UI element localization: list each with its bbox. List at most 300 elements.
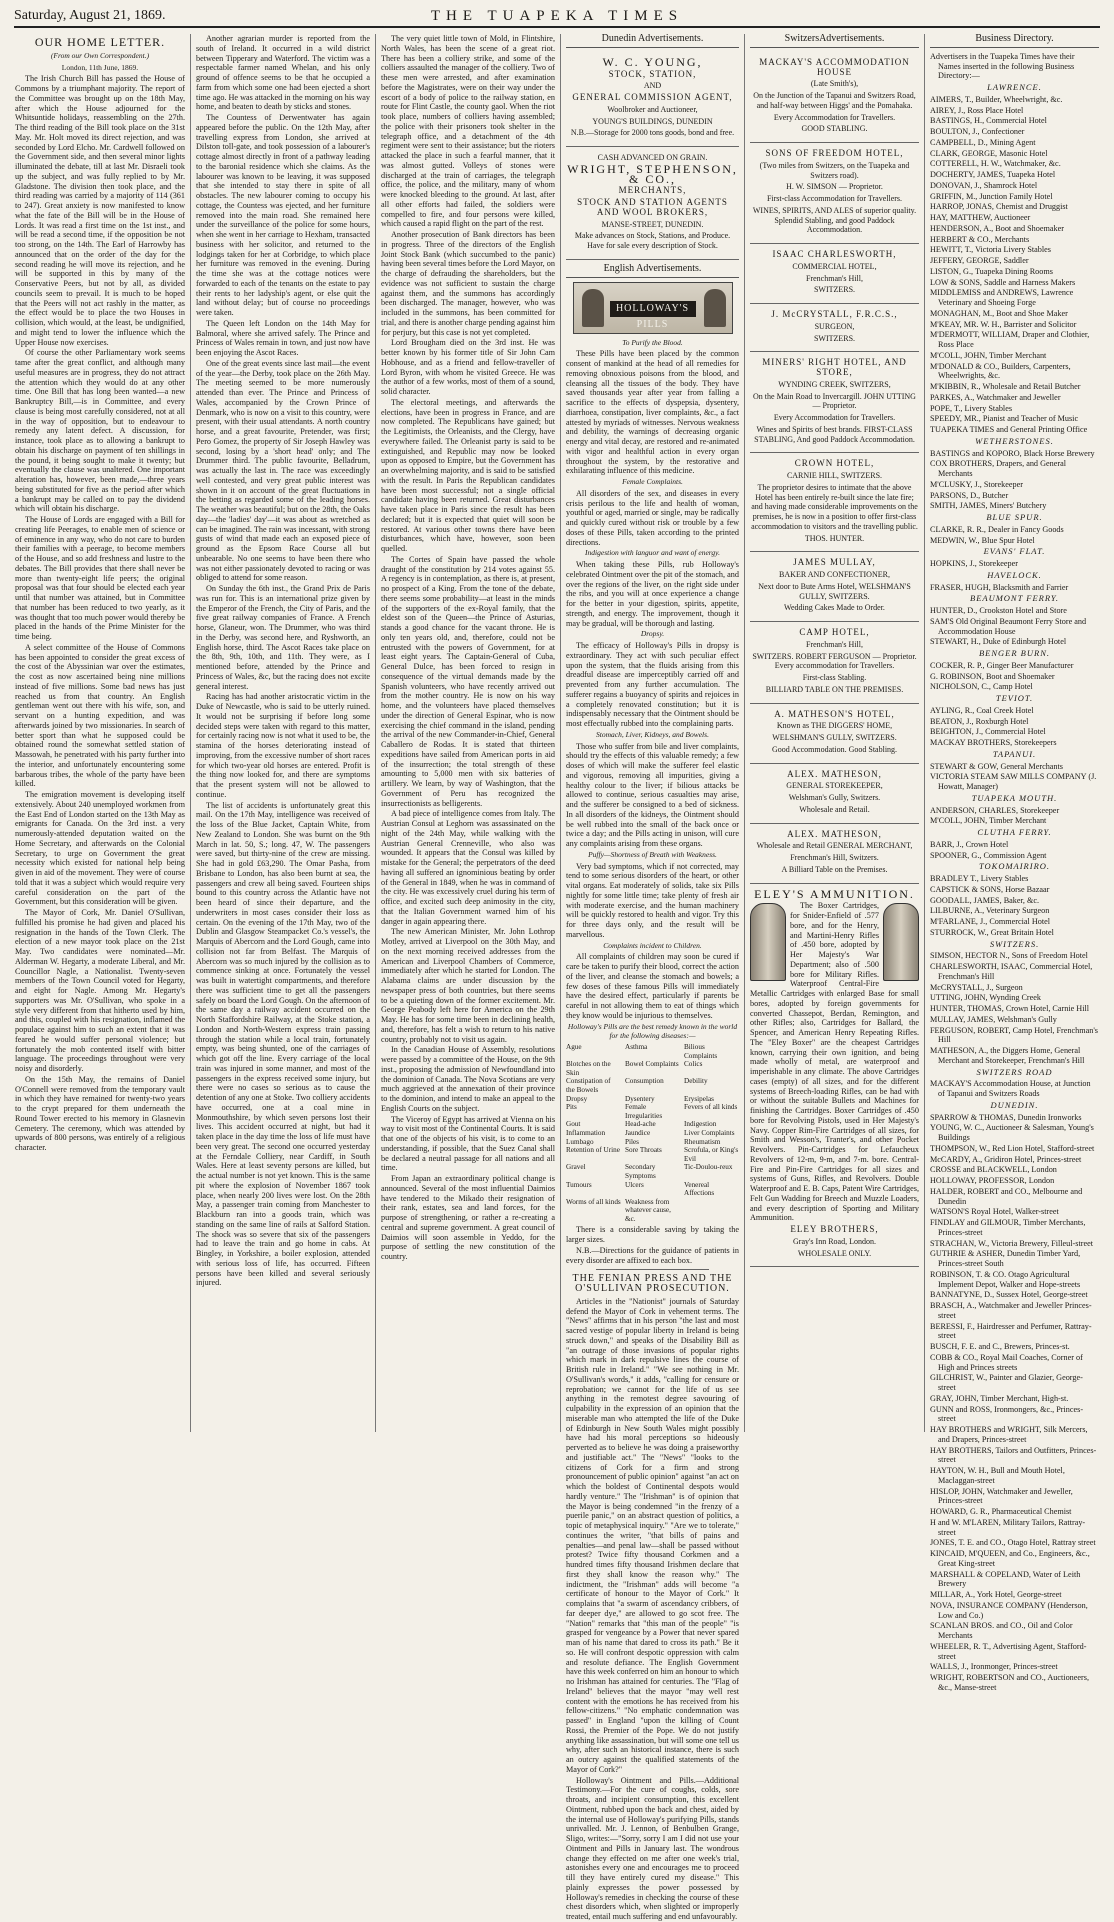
- directory-entry: STURROCK, W., Great Britain Hotel: [930, 927, 1054, 937]
- directory-town: DUNEDIN.: [990, 1099, 1039, 1110]
- directory-entry: M'KEAY, MR. W. H., Barrister and Solicitor: [930, 319, 1077, 329]
- ad-text: On the Main Road to Invercargill. JOHN UTTING — Proprietor.: [753, 391, 916, 411]
- disease-item: Female Irregularities: [625, 1103, 663, 1120]
- directory-entry: STRACHAN, W., Victoria Brewery, Filleul-street: [930, 1238, 1094, 1248]
- ad-sub: GENERAL STOREKEEPER,: [786, 781, 883, 791]
- directory-entry: HAY BROTHERS and WRIGHT, Silk Mercers, and Drapers, Princes-street: [930, 1425, 1088, 1444]
- letter-paragraph: The Queen left London on the 14th May for Balmoral, where she arrived safely. The Prince and Princess of Wales remain in town, and just now have been enjoying the Ascot Races.: [196, 318, 370, 357]
- directory-entry: SIMSON, HECTOR N., Sons of Freedom Hotel: [930, 951, 1088, 961]
- directory-entry: MULLAY, JAMES, Welshman's Gully: [930, 1014, 1057, 1024]
- disease-item: Ague: [566, 1043, 582, 1051]
- disease-item: Bilious Complaints: [684, 1043, 718, 1060]
- pills-text: These Pills have been placed by the common consent of mankind at the head of all remedies for removing obnoxious poisons from the blood, and cleansing all the tissues of the body. They have saved thousands year after year from falling a sacrifice to the effects of dyspepsia, dysentery, diarrhoea, constipation, liver complaints, &c., a fact attested by myriads of witnesses. Nervous weakness and debility, the warnings of decreasing organic energy and vital decay, are restored and re-animated with vigor and healthful action in every organ throughout the system, by the restorative and exhilarating influence of this medicine.: [566, 349, 739, 476]
- ad-name: JAMES MULLAY,: [793, 557, 876, 568]
- directory-entry: WRIGHT, ROBERTSON and CO., Auctioneers, &c., Manse-street: [930, 1673, 1089, 1692]
- directory-town: SWITZERS ROAD: [976, 1066, 1053, 1077]
- pills-subtitle: To Purify the Blood.: [622, 337, 683, 347]
- switzers-advert: [750, 764, 919, 824]
- directory-entry: TUAPEKA TIMES and General Printing Office: [930, 425, 1088, 434]
- directory-entry: G. ROBINSON, Boot and Shoemaker: [930, 671, 1055, 681]
- directory-entry: GOODALL, JAMES, Baker, &c.: [930, 895, 1040, 905]
- ad-extra: Wines and Spirits of best brands. FIRST-CLASS STABLING, And good Paddock Accommodation.: [754, 424, 915, 444]
- ad-text: The proprietor desires to intimate that the above Hotel has been entirely re-built since the late fire; and having made considerable improvements on the premises, he is now in a position to offer first-class accommodation to visitors and the travelling public.: [751, 482, 918, 531]
- directory-entry: STEWART, H., Duke of Edinburgh Hotel: [930, 637, 1067, 647]
- ad-name: A. MATHESON'S HOTEL,: [774, 708, 895, 719]
- disease-item: Liver Complaints: [684, 1128, 735, 1137]
- directory-entry: AIREY, J., Ross Place Hotel: [930, 105, 1024, 115]
- directory-entry: HOWARD, G. R., Pharmaceutical Chemist: [930, 1507, 1072, 1516]
- directory-entry: BERESSI, F., Hairdresser and Perfumer, Rattray-street: [930, 1321, 1092, 1341]
- directory-entry: KINCAID, M'QUEEN, and Co., Engineers, &c., Great King-street: [930, 1549, 1090, 1568]
- letter-paragraph: On Sunday the 6th inst., the Grand Prix de Paris was run for. This is an international prize given by the Emperor of the French, the City of Paris, and the five great railway companies of France. A French horse, Glaneur, won. The Drummer, who was third in the Derby, was second here, and Ryshworth, an English horse, third. The Ascot Races take place on the 8th, 9th, 10th, and 11th. They were, as I mentioned before, attended by the Prince and Princess of Wales, &c, but the racing does not excite general interest.: [196, 584, 370, 691]
- disease-item: Head-ache: [625, 1120, 656, 1129]
- ad-line: STOCK AND STATION AGENTS AND WOOL BROKERS,: [577, 197, 728, 217]
- column-4: [560, 33, 744, 1922]
- ad-line: CASH ADVANCED ON GRAIN.: [597, 153, 708, 162]
- directory-entry: COTTERELL, H. W., Watchmaker, &c.: [930, 159, 1061, 169]
- letter-paragraph: Racing has had another aristocratic victim in the Duke of Newcastle, who is said to be utterly ruined. It would not be surprising if before long some decided steps were taken with regard to this matter, for certainly racing now is not what it used to be, the stamina of the horses deteriorating instead of improving, from the excessive number of short races for which two-year old horses are entered. Profit is the thing now looked for, and there are symptoms that the present system will not be allowed to continue.: [196, 692, 370, 799]
- directory-entry: GUTHRIE & ASHER, Dunedin Timber Yard, Princes-street South: [930, 1249, 1081, 1268]
- directory-entry: COX BROTHERS, Drapers, and General Merchants: [930, 459, 1066, 478]
- directory-entry: LOW & SONS, Saddle and Harness Makers: [930, 277, 1076, 287]
- directory-entry: WATSON'S Royal Hotel, Walker-street: [930, 1207, 1059, 1217]
- directory-entry: MACKAY BROTHERS, Storekeepers: [930, 738, 1057, 747]
- directory-entry: VICTORIA STEAM SAW MILLS COMPANY (J. Howatt, Manager): [930, 772, 1097, 791]
- directory-entry: AIMERS, T., Builder, Wheelwright, &c.: [930, 94, 1063, 104]
- masthead: [14, 6, 1100, 28]
- figure-illustration: [704, 289, 726, 327]
- ad-extra: GOOD STABLING.: [801, 124, 868, 134]
- pills-subhead: Female Complaints.: [622, 477, 683, 486]
- directory-entry: M'DERMOTT, WILLIAM, Draper and Clothier, Ross Place: [930, 330, 1090, 349]
- cartridge-illustration: [750, 903, 786, 981]
- ad-sub: COMMERCIAL HOTEL,: [792, 261, 877, 271]
- disease-item: Weakness from whatever cause, &c.: [625, 1197, 671, 1223]
- directory-entry: COBB & CO., Royal Mail Coaches, Corner of High and Princes streets: [930, 1352, 1083, 1372]
- directory-entry: M'COLL, JOHN, Timber Merchant: [930, 350, 1047, 360]
- switzers-ads: [750, 52, 919, 884]
- disease-item: Asthma: [625, 1043, 648, 1051]
- eley-text: The Boxer Cartridges, for Snider-Enfield of .577 bore, and for the Henry, and Martini-Henry Rifles of .450 bore, adopted by Her Majesty's War Department; also of .500 bore for Military Rifles. Waterproof Central-Fire Metallic Cartridges with enlarged Base for small bores, adopted by foreign governments for converted Chassepot, Berdan, Remington, and other Rifles; also, Cartridges for Ballard, the Spencer, and American Henry Repeating Rifles. The "Eley Boxer" are the cheapest Cartridges known, carrying their own ignition, and being made wholly of metal, are waterproof and imperishable in any climate. The above Cartridges cases (empty) of all sizes, and for the different systems of Breech-loading Rifles, can be had with or without the suitable Bullets and Machines for finishing the Cartridges. Boxer Cartridges of .450 bore for Revolving Pistols, used in Her Majesty's Navy. Copper Rim-Fire Cartridges of all sizes, for Smith and Wesson's, Tranter's, and other Pocket Revolvers. Pin-Cartridges for Lefaucheux Revolvers of 12-m, 9-m, and 7-m. bore. Central-Fire and Pin-Fire Cartridges for all sizes and systems of Guns, Rifles, and Revolvers. Double Waterproof and E. B. Caps, Patent Wire Cartridges, Felt Gun Wadding for Breech and Muzzle Loaders, and every description of Sporting and Military Ammunition.: [750, 901, 919, 1223]
- directory-entry: SCANLAN BROS. and CO., Oil and Color Merchants: [930, 1621, 1073, 1640]
- ad-sub: Frenchman's Hill,: [806, 639, 863, 649]
- switzers-advert: [750, 244, 919, 304]
- pills-subhead: Holloway's Pills are the best remedy known in the world for the following diseases:—: [567, 1021, 738, 1041]
- directory-entry: CLARK, GEORGE, Masonic Hotel: [930, 148, 1048, 158]
- directory-entry: HISLOP, JOHN, Watchmaker and Jeweller, Princes-street: [930, 1486, 1073, 1506]
- letter-paragraph: Another agrarian murder is reported from the south of Ireland. It occurred in a wild district between Tipperary and Waterford. The victim was a respectable farmer named Whelan, and his only ground of offence seems to be that he occupied a farm from which some one had been ejected a short time ago. He was attacked in the morning on his way home, and beaten to death by sticks and stones.: [196, 34, 370, 112]
- ad-foot: First-class Accommodation for Travellers.: [766, 194, 903, 203]
- letter-paragraph: The Countess of Derwentwater has again appeared before the public. On the 12th May, after travelling express from London, she arrived at Dilston toll-gate, and took possession of a labourer's cottage almost directly in front of a pathway leading to the baronial residence which she claims. As the labourer was known to be leaving, it was supposed that she intended to stay there in spite of all obstacles. The new labourer coming to occupy his cottage, the Countess was ejected, and her furniture removed into the main road. She remained here under the surveillance of the police for some hours, when she went in her carriage to Hexham, transacted business with her solicitor, and returned to the lodgings taken for her at Corbridge, to which place her furniture was removed in the evening. During the time she was at the cottage notices were forwarded to each of the tenants on the estate to pay their rents to her ladyship's agent, or else quit the land without delay; but of course no proceedings were taken.: [196, 113, 370, 317]
- directory-entry: BASTINGS, H., Commercial Hotel: [930, 116, 1047, 126]
- wright-advert: [566, 147, 739, 260]
- ad-text: WELSHMAN'S GULLY, SWITZERS.: [772, 733, 897, 742]
- directory-entry: BANNATYNE, D., Sussex Hotel, George-street: [930, 1290, 1088, 1300]
- pills-text: The efficacy of Holloway's Pills in dropsy is extraordinary. They act with such peculiar effect upon the system, that the fluids arising from this dreadful disease are imperceptibly carried off and prevented from any further accumulation. The sufferer regains a buoyancy of spirits and rejoices in a completely renovated constitution; but it is indispensably necessary that the Ointment should be most effectually rubbed into the complaining parts.: [566, 641, 739, 728]
- disease-item: Gout: [566, 1120, 581, 1129]
- directory-entry: HENDERSON, A., Boot and Shoemaker: [930, 223, 1064, 233]
- ad-line: MANSE-STREET, DUNEDIN.: [601, 219, 704, 229]
- directory-entry: THOMPSON, W., Red Lion Hotel, Stafford-street: [930, 1143, 1095, 1153]
- directory-entry: MATHESON, A., the Diggers Home, General Merchant and Storekeeper, Frenchman's Hill: [930, 1046, 1085, 1065]
- directory-entry: UTTING, JOHN, Wynding Creek: [930, 993, 1042, 1003]
- directory-entry: HEWITT, T., Victoria Livery Stables: [930, 245, 1051, 255]
- pills-text: When taking these Pills, rub Holloway's celebrated Ointment over the pit of the stomach, and over the regions of the liver, on the right side under the ribs, and you will at once experience a change for the better in your digestion, spirits, appetite, strength, and energy. The improvement, though it may be gradual, will be thorough and lasting.: [566, 560, 739, 628]
- pills-label: HOLLOWAY'S PILLS: [610, 301, 696, 317]
- directory-town: BENGER BURN.: [978, 648, 1051, 658]
- directory-entry: MONAGHAN, M., Boot and Shoe Maker: [930, 308, 1068, 318]
- directory-entry: JONES, T. E. and CO., Otago Hotel, Rattray street: [930, 1538, 1096, 1548]
- directory-entry: HAY, MATTHEW, Auctioneer: [930, 213, 1031, 222]
- pills-text: Those who suffer from bile and liver complaints, should try the effects of this valuable remedy; a few doses of which will make the sufferer feel elastic and vigorous, removing all impurities, giving a healthy colour to the liver; if bilious attacks be allowed to continue, serious casualties may arise, and the sufferer be consigned to a bed of sickness. In all disorders of the kidneys, the Ointment should be well rubbed into the small of the back once or twice a day; and the Pills acting in unison, will cure any complaints arising from these organs.: [566, 741, 739, 848]
- ad-name: MINERS' RIGHT HOTEL, AND STORE,: [762, 357, 907, 377]
- letter-paragraph: The Mayor of Cork, Mr. Daniel O'Sullivan, fulfilled his promise he had given and placed his resignation in the hands of the Town Clerk. The election of a new mayor took place on the 21st May. Two candidates were nominated—Mr. Alderman W. Hegarty, a moderate Liberal, and Mr. Councillor Nagle, a Nationalist. Twenty-seven members of the Town Council voted for Hegarty, and eight for Nagle. Among Mr. Hegarty's supporters was Mr. O'Sullivan, who spoke in a style very different from that hitherto used by him, and this, coupled with his resignation, inflamed the populace against him to such an extent that it was feared he would suffer personal violence; but fortunately the mob contented itself with bitter language. The proceedings throughout were very noisy and disorderly.: [15, 908, 185, 1073]
- disease-item: Blotches on the Skin: [566, 1060, 611, 1077]
- ad-name: SONS OF FREEDOM HOTEL,: [765, 148, 904, 158]
- ad-name: W. C. YOUNG,: [602, 54, 703, 69]
- directory-entry: M'DONALD & CO., Builders, Carpenters, Wheelwrights, &c.: [930, 361, 1071, 381]
- disease-item: Tic-Doulou-reux: [684, 1163, 733, 1172]
- ad-line: MERCHANTS,: [618, 185, 687, 196]
- directory-entry: BEIGHTON, J., Commercial Hotel: [930, 727, 1046, 737]
- directory-entry: GRIFFIN, M., Junction Family Hotel: [930, 191, 1053, 201]
- directory-entry: BARR, J., Crown Hotel: [930, 839, 1009, 849]
- directory-town: WETHERSTONES.: [975, 435, 1054, 446]
- ad-sub: WYNDING CREEK, SWITZERS,: [778, 379, 891, 389]
- ad-sub: (Two miles from Switzers, on the Tuapeka and Switzers road).: [759, 160, 910, 180]
- pills-text: All disorders of the sex, and diseases in every crisis perilous to the life and health of woman, youthful or aged, married or single, may be radically and quickly cured without risk or trouble by a few doses of these Pills, taken according to the printed directions.: [566, 488, 739, 547]
- pills-text: All complaints of children may soon be cured if care be taken to purify their blood, correct the action of the liver, and cleanse the stomach and bowels; a few doses of these famous Pills will immediately have the desired effect, particularly if parents be careful in not allowing them to eat of things which they know would be injurious to themselves.: [566, 952, 739, 1020]
- disease-item: Colics: [684, 1060, 703, 1069]
- directory-entry: BASTINGS and KOPORO, Black Horse Brewery: [930, 448, 1095, 458]
- directory-entry: CHARLESWORTH, ISAAC, Commercial Hotel, Frenchman's Hill: [930, 962, 1093, 981]
- ad-name: CAMP HOTEL,: [799, 627, 870, 637]
- directory-entry: HAYTON, W. H., Bull and Mouth Hotel, Maclaggan-street: [930, 1466, 1065, 1485]
- directory-entry: LILBURNE, A., Veterinary Surgeon: [930, 906, 1050, 916]
- switzers-advert: [750, 143, 919, 244]
- dunedin-heading: Dunedin Advertisements.: [566, 34, 739, 48]
- ad-note: N.B.—Storage for 2000 tons goods, bond and free.: [570, 128, 735, 138]
- ad-name: J. McCRYSTALL, F.R.C.S.,: [771, 309, 898, 319]
- letter-paragraph: The very quiet little town of Mold, in Flintshire, North Wales, has been the scene of a great riot. There has been a colliery strike, and some of the colliers assaulted the manager of the colliery. Two of these men were arrested, and after examination before the Magistrates, were on their way under the escort of a body of police to the railway station, en route for Flint Castle, the county gaol. When the riot took place, numbers of colliers having assembled; the police with their prisoners took shelter in the telegraph office, and a detachment of the 4th regiment were sent to their assistance; but the rioters attacked the place in such a fearful manner, that it was almost gutted. Volleys of stones were discharged at the train of carriages, the telegraph office, the police, and the military, many of whom were knocked bleeding to the ground. At last, after all other efforts had failed, the soldiers were compelled to fire, and four persons were killed, which caused a rapid flight on the part of the rest.: [381, 34, 555, 229]
- disease-item: Lumbago: [566, 1137, 594, 1146]
- disease-item: Dropsy: [566, 1094, 588, 1103]
- ad-name: WRIGHT, STEPHENSON, & CO.,: [567, 161, 738, 186]
- directory-list: [930, 83, 1099, 1693]
- switzers-advert: [750, 304, 919, 352]
- disease-item: Rheumatism: [684, 1137, 721, 1146]
- directory-entry: PARSONS, D., Butcher: [930, 490, 1009, 500]
- disease-item: Scrofula, or King's Evil: [684, 1146, 739, 1163]
- switzers-advert: [750, 352, 919, 453]
- ad-sub: BAKER AND CONFECTIONER,: [779, 570, 890, 579]
- disease-item: Fevers of all kinds: [684, 1103, 738, 1112]
- ad-name: MACKAY'S ACCOMMODATION HOUSE: [759, 56, 910, 77]
- ad-name: ALEX. MATHESON,: [787, 828, 882, 839]
- directory-entry: HERBERT & CO., Merchants: [930, 234, 1030, 244]
- directory-town: CLUTHA FERRY.: [977, 827, 1052, 837]
- english-heading: English Advertisements.: [566, 264, 739, 278]
- disease-item: Constipation of the Bowels: [566, 1077, 611, 1094]
- letter-dateline: London, 11th June, 1869.: [61, 62, 139, 72]
- directory-entry: HOLLOWAY, PROFESSOR, London: [930, 1176, 1055, 1185]
- directory-entry: MARSHALL & COPELAND, Water of Leith Brewery: [930, 1569, 1081, 1589]
- directory-entry: McCARDY, A., Gridiron Hotel, Princes-street: [930, 1154, 1082, 1164]
- directory-entry: ANDERSON, CHARLES, Storekeeper: [930, 805, 1060, 815]
- directory-entry: POPE, T., Livery Stables: [930, 403, 1013, 413]
- directory-entry: LISTON, G., Tuapeka Dining Rooms: [930, 266, 1053, 276]
- directory-entry: NOVA, INSURANCE COMPANY (Henderson, Low and Co.): [930, 1600, 1088, 1620]
- directory-entry: CAMPBELL, D., Mining Agent: [930, 137, 1036, 147]
- letter-paragraph: In the Canadian House of Assembly, resolutions were passed by a committee of the House, on the 9th inst., proposing the admission of Newfoundland into the dominion of Canada. The Nova Scotians are very much aggrieved at the annexation of their province to the dominion, and intend to make an appeal to the English Courts on the subject.: [381, 1045, 555, 1113]
- issue-date: Saturday, August 21, 1869.: [14, 8, 166, 23]
- directory-entry: McCRYSTALL, J., Surgeon: [930, 982, 1023, 992]
- holloway-engraving: [573, 282, 733, 334]
- directory-entry: MEDWIN, W., Blue Spur Hotel: [930, 535, 1035, 545]
- letter-paragraph: The House of Lords are engaged with a Bill for creating life Peerages, to enable men of science or of eminence in any way, who do not care to burden their families with a peerage, to become members of the House, and so add freshness and lustre to the debates. The Bill provides that there shall never be more than twenty-eight life peers; the original proposal was that four should be elected each year until that number was attained, but in Committee that number has been reduced to two yearly, as it was thought that too much power would thereby be placed in the hands of the Prime Minister for the time being.: [15, 515, 185, 641]
- letter-paragraph: Of course the other Parliamentary work seems tame after the great conflict, and although many useful measures are in progress, they do not attract the attention which they would do at any other time. One Bill that has long been wanted—a new Bankruptcy Bill,—is in Committee, and every clause is being most carefully considered, not at all in the way of opposition, but to endeavour to remedy any latent defect. A discussion, for instance, took place as to allowing a bankrupt to obtain his discharge on payment of ten shillings in the pound, it being sought to make it twenty; but eventually the clause was unaltered. One important alteration has, however, been made,—three years being substituted for five as the period after which a bankrupt may be called on to pay the dividend which will obtain his discharge.: [15, 348, 185, 514]
- disease-item: Erysipelas: [684, 1094, 714, 1103]
- directory-entry: SPEEDY, MR., Pianist and Teacher of Music: [930, 414, 1079, 424]
- ad-sub: CARNIE HILL, SWITZERS.: [786, 471, 883, 480]
- directory-entry: GRAY, JOHN, Timber Merchant, High-st.: [930, 1393, 1069, 1403]
- disease-table: [566, 1043, 739, 1223]
- directory-entry: BRADLEY T., Livery Stables: [930, 874, 1029, 883]
- disease-item: Worms of all kinds: [566, 1197, 621, 1206]
- disease-item: Indigestion: [684, 1120, 717, 1129]
- directory-entry: ROBINSON, T. & CO. Otago Agricultural Implement Depot, Walker and Hope-streets: [930, 1269, 1081, 1289]
- eley-signature: ELEY BROTHERS,: [790, 1224, 879, 1234]
- directory-heading: Business Directory.: [930, 34, 1099, 48]
- directory-entry: MILLAR, A., York Hotel, George-street: [930, 1590, 1062, 1599]
- letter-paragraph: Another prosecution of Bank directors has been in progress. Three of the directors of the English Joint Stock Bank (which succumbed to the panic) having been several times before the Lord Mayor, on the charge of defrauding the shareholders, but the evidence was not sufficient to sustain the charge against them, and the summons has accordingly been discharged. The manager, however, who was included in the summons, has been committed for trial, and there is another charge pending against him for perjury, but this case is not yet completed.: [381, 230, 555, 337]
- ad-foot: Every Accommodation for Travellers.: [773, 112, 896, 122]
- disease-item: Debility: [684, 1077, 708, 1086]
- directory-entry: STEWART & GOW, General Merchants: [930, 761, 1063, 771]
- column-6: [924, 33, 1104, 1692]
- letter-paragraph: One of the great events since last mail—the event of the year—the Derby, took place on the 26th May. The meeting seemed to be more numerously attended than ever. The Prince and Princess of Wales, accompanied by the Crown Prince of Denmark, who is now on a visit to this country, were present, with their usual attendants. A north country horse, and a great favourite, Pretender, was first; Pero Gomez, the property of Sir Joseph Hawley was second, losing by a 'short head' only; and The Drummer third. The public favourite, Belladrum, was actually the last in. The race was exceedingly well contested, and very great public interest was shown in it on account of the great fluctuations in the betting as regarded some of the leading horses. The weather was beautiful; but on the 28th, the Oaks day—the 'ladies' day'—it was about as wretched as can be imagined. The rain was incessant, with strong gusts of wind that made each an exposed piece of ground as the Epsom Race Course all but unbearable. No one seems to have been there who was not either passionately devoted to racing or was obliged to attend for some reason.: [196, 358, 370, 583]
- ad-foot: Good Accommodation. Good Stabling.: [771, 744, 898, 754]
- directory-entry: CLARKE, R. R., Dealer in Fancy Goods: [930, 524, 1064, 534]
- directory-entry: HUNTER, D., Crookston Hotel and Store: [930, 606, 1067, 615]
- directory-entry: DONOVAN, J., Shamrock Hotel: [930, 180, 1038, 190]
- ad-sub: SURGEON,: [814, 321, 855, 331]
- ad-extra: BILLIARD TABLE ON THE PREMISES.: [765, 684, 904, 694]
- ad-foot: Wholesale and Retail.: [799, 804, 870, 814]
- holloway-note: Holloway's Ointment and Pills.—Additional Testimony.—For the cure of coughs, colds, sore throats, and incipient consumption, this excellent Ointment, rubbed upon the back and chest, aided by the internal use of Holloway's purifying Pills, stands unrivalled. Mr. J. Lennon, of Benbulben Grange, Sligo, writes:—"Sorry, sorry I am I did not use your Ointment and Pills in January last. The wondrous change they effected on me after one week's trial, astonishes every one and encourages me to proceed till they have entirely cured my disease." This plainly expresses the power possessed by Holloway's remedies in checking the course of these chest disorders which, when slighted or improperly treated, entail much suffering and end unfavourably.: [566, 1775, 739, 1922]
- ad-line: YOUNG'S BUILDINGS, DUNEDIN: [592, 116, 713, 126]
- letter-paragraph: Lord Brougham died on the 3rd inst. He was better known by his former title of Sir John Cam Hobhouse, and as a friend and fellow-traveller of Lord Byron, with whom he visited Greece. He was the author of a few works, most of them of a sound, solid character.: [381, 338, 555, 396]
- disease-item: Secondary Symptoms: [625, 1163, 656, 1180]
- directory-entry: PARKES, A., Watchmaker and Jeweller: [930, 392, 1061, 402]
- pills-subhead: Complaints incident to Children.: [603, 940, 702, 950]
- letter-paragraph: On the 15th May, the remains of Daniel O'Connell were removed from the temporary vault in which they have remained for twenty-two years to the crypt prepared for them underneath the Round Tower erected to his memory in Glasnevin Cemetery. The ceremony, which was attended by upwards of 800 persons, was entirely of a religious character.: [15, 1074, 185, 1152]
- directory-intro: Advertisers in the Tuapeka Times have their Names inserted in the following Business Directory:—: [930, 51, 1075, 81]
- ad-foot: THOS. HUNTER.: [804, 533, 865, 543]
- switzers-advert: [750, 52, 919, 143]
- directory-town: HAVELOCK.: [987, 569, 1042, 580]
- ad-text: On the Junction of the Tapanui and Switzers Road, and half-way between Higgs' and the Pomahaka.: [753, 91, 916, 110]
- disease-item: Dysentery: [625, 1094, 655, 1103]
- directory-entry: HARROP, JONAS, Chemist and Druggist: [930, 202, 1068, 212]
- ad-foot: A Billiard Table on the Premises.: [781, 864, 888, 874]
- letter-paragraph: The Viceroy of Egypt has arrived at Vienna on his way to visit most of the Continental Courts. It is said that one of the objects of his visit, is to come to an understanding, if possible, that the Suez Canal shall be declared a neutral passage for all nations and all time.: [381, 1114, 556, 1173]
- ad-text: H. W. SIMSON — Proprietor.: [786, 182, 883, 192]
- disease-item: Ulcers: [625, 1180, 644, 1189]
- ad-text: Frenchman's Hill,: [806, 273, 863, 283]
- disease-item: Tumours: [566, 1180, 592, 1189]
- letter-paragraph: From Japan an extraordinary political change is announced. Several of the most influential Daimios have tendered to the Mikado their resignation of their rank, estates, sea and land forces, for the purpose of strengthening, or rather a re-creating a central and supreme government. A great council of Daimios will soon assemble in Yeddo, for the purpose of settling the new constitution of the country.: [381, 1174, 555, 1261]
- switzers-advert: [750, 622, 919, 704]
- directory-entry: BOULTON, J., Confectioner: [930, 127, 1025, 136]
- directory-entry: BEATON, J., Roxburgh Hotel: [930, 716, 1029, 726]
- ad-sub: Wholesale and Retail GENERAL MERCHANT,: [756, 841, 913, 851]
- letter-byline: (From our Own Correspondent.): [50, 50, 150, 60]
- pills-subhead: Dropsy.: [640, 629, 665, 639]
- directory-entry: CROSSE and BLACKWELL, London: [930, 1165, 1057, 1175]
- directory-town: TUAPEKA MOUTH.: [971, 792, 1058, 803]
- directory-town: LAWRENCE.: [987, 82, 1042, 92]
- directory-town: TEVIOT.: [995, 693, 1034, 703]
- switzers-heading: SwitzersAdvertisements.: [750, 34, 919, 48]
- figure-illustration: [582, 289, 604, 327]
- letter-paragraph: A bad piece of intelligence comes from Italy. The Austrian Consul at Leghorn was assassinated on the night of the 24th May, while walking with the Austrian General Crenneville, who also was wounded. It appears that the Consul was killed by mistake for the General; the perpetrators of the deed having all suffered an ignominious beating by order of the General in 1849, when he was in command of the city. He was excessively cruel during his term of office, and excited such deep animosity in the city, that the Italian Government warned him of his danger in again appearing there.: [381, 809, 555, 926]
- switzers-advert: [750, 824, 919, 884]
- directory-entry: M'COLL, JOHN, Timber Merchant: [930, 816, 1047, 826]
- directory-entry: SPOONER, G., Commission Agent: [930, 850, 1047, 860]
- directory-entry: HAY BROTHERS, Tailors and Outfitters, Princes-street: [930, 1445, 1097, 1465]
- disease-item: Piles: [625, 1137, 639, 1146]
- directory-entry: H and W. M'LAREN, Military Tailors, Rattray-street: [930, 1517, 1086, 1537]
- disease-item: Jaundice: [625, 1128, 651, 1137]
- ad-sub: Known as THE DIGGERS' HOME,: [776, 721, 893, 731]
- ad-foot: Wedding Cakes Made to Order.: [784, 603, 885, 613]
- ad-line: AND: [643, 81, 662, 91]
- directory-entry: MACKAY'S Accommodation House, at Junction of Tapanui and Switzers Roads: [930, 1079, 1091, 1098]
- pills-footnote: There is a considerable saving by taking the larger sizes.: [566, 1225, 739, 1245]
- directory-entry: GILCHRIST, W., Painter and Glazier, George-street: [930, 1373, 1083, 1392]
- fenian-paragraph: Articles in the "Nationist" journals of Saturday defend the Mayor of Cork in vehement terms. The "News" affirms that in his person "the last and most sacred vestige of popular liberty in Ireland is being struck down," and speaks of the Disability Bill as "an outrage of those invasions of popular rights which mark in dark repulsive lines the course of British rule in Ireland." "We see nothing in Mr. O'Sullivan's words," it adds, "calling for censure or reprobation; we cannot for the life of us see anything in the remotest degree savouring of culpability in the expression of an opinion that the miserable man who attempted the life of the Duke of Edinburgh in New South Wales might possibly have had his moral perceptions so hideously perverted as to believe he was doing a praiseworthy and justifiable act." The "News" "looks to the citizens of Cork for a firm and strong pronouncement of public opinion" against "an act on which the boldest of Continental despots would hardly venture." The "Irishman" is of opinion that the Mayor is being condemned "in the frenzy of a puerile panic," on an abstract question of politics, a topic of metaphysical inquiry." "Are we to tolerate," continues the writer, "that bills of pains and penalties—and penal law—shall be passed without protest? Twice fifty thousand Corkmen and a hundred times fifty thousand Irishmen declare that first they shall know the reason why." The indictment, the "Irishman" adds will become "a certificate of honour to the Mayor of Cork." It complains that "a swarm of ascendancy cribbers, of far deeper dye," are allowed to go scot free. The "Nation" remarks that "this man of the people" "is grasped for vengeance by a Power that never spared man of his name that dared to cross its path." Be it so. He will confront despotic oppression with calm and resolute defiance. The English Government have this week conferred on him an honour to which no Irishman has attained for centuries. The "Flag of Ireland" believes that the mayor "may well rest content with the emotions he has received from his fellow-citizens." "No emphatic condemnation was passed" in England "upon the killing of Count Rossi, the Premier of the Pope. We do not justify anything like assassination, but will some one tell us why, after such an historical instance, there is such an outcry against the qualified statements of the Mayor of Cork?": [566, 1296, 739, 1774]
- directory-entry: CAPSTICK & SONS, Horse Bazaar: [930, 884, 1050, 894]
- directory-entry: COCKER, R. P., Ginger Beer Manufacturer: [930, 660, 1074, 670]
- disease-item: Bowel Complaints: [625, 1060, 679, 1069]
- letter-paragraph: The new American Minister, Mr. John Lothrop Motley, arrived at Liverpool on the 30th May, and on the next morning received addresses from the American and Liverpool Chambers of Commerce, immediately after which he started for London. The Alabama claims are under discussion by the newspaper press of both countries, but there seems to be a quieting down of the former excitement. Mr. George Peabody left here for America on the 29th May. He has for some time been in declining health, and, therefore, has felt a wish to return to his native country, probably not to visit us again.: [381, 927, 555, 1044]
- directory-entry: FINDLAY and GILMOUR, Timber Merchants, Princes-street: [930, 1218, 1086, 1237]
- letter-paragraph: The Irish Church Bill has passed the House of Commons by a triumphant majority. The report of the Committee was brought up on the 18th May, after which the House adjourned for the Whitsuntide holidays, reassembling on the 27th. The third reading of the Bill took place on the 31st May. Mr. Holt moved its direct rejection, and was seconded by Lord Elcho. Mr. Cardwell followed on the Government side, and then several minor lights illuminated the debate, till at last Mr. Disraeli took up the subject, and was fully replied to by Mr. Gladstone. The division then took place, and the third reading was carried by a majority of 114 (361 to 247). Great anxiety is now manifested to know what the fate of the Bill will be in the House of Lords. It was read a first time on the 1st inst., and will be read a second time, if the opposition be not too strong, on the 14th. The Earl of Harrowby has announced that on the order of the day for the second reading he will move its rejection, and he will be supported in this by many of the Conservative Peers, but not by all, as divided councils seem to prevail. It is much to be hoped that the Peers will not act rashly in the matter, as the effect would be to place the two Houses in collision, which would, at the least, be undignified, and might tend to lower the influence which the Upper House now exercises.: [15, 74, 185, 347]
- disease-item: Sore Throats: [625, 1146, 662, 1155]
- eley-wholesale: WHOLESALE ONLY.: [797, 1248, 872, 1258]
- ad-text: Frenchman's Hill, Switzers.: [790, 853, 879, 862]
- directory-entry: JEFFERY, GEORGE, Saddler: [930, 256, 1029, 265]
- ad-extra: WINES, SPIRITS, AND ALES of superior quality. Splendid Stabling, and good Paddock Accommodation.: [752, 205, 917, 235]
- directory-town: TOKOMAIRIRO.: [978, 861, 1051, 872]
- directory-town: SWITZERS.: [989, 938, 1040, 949]
- ad-text: Next door to Bute Arms Hotel, WELSHMAN'S GULLY, SWITZERS.: [758, 581, 911, 601]
- cartridge-illustration: [883, 903, 919, 981]
- directory-town: BLUE SPUR.: [986, 512, 1043, 522]
- directory-town: BEAUMONT FERRY.: [970, 593, 1059, 604]
- ad-text: Make advances on Stock, Stations, and Produce. Have for sale every description of Stock.: [574, 231, 731, 250]
- pills-subhead: Stomach, Liver, Kidneys, and Bowels.: [596, 729, 709, 739]
- eley-address: Gray's Inn Road, London.: [793, 1236, 876, 1246]
- directory-entry: HOPKINS, J., Storekeeper: [930, 559, 1019, 568]
- ad-name: CROWN HOTEL,: [794, 458, 875, 469]
- ad-foot: First-class Stabling.: [802, 673, 867, 682]
- directory-entry: SPARROW & THOMAS, Dunedin Ironworks: [930, 1112, 1082, 1122]
- letter-paragraph: A select committee of the House of Commons has been appointed to consider the great excess of the cost of the Abyssinian war over the estimates, the cost as now ascertained being nine millions instead of five millions. Some bad news has just reached us from that country. An English gentleman went out there with his wife, son, and servant on a hunting expedition, and was afterwards joined by two missionaries. In search of better sport than what he supposed could be obtained round the somewhat settled station of Massowah, he penetrated with his party further into the interior, and unfortunately encountering some barbarous tribes, the whole of the party have been killed.: [15, 642, 185, 789]
- directory-entry: GUNN and ROSS, Ironmongers, &c., Princes-street: [930, 1404, 1084, 1424]
- directory-entry: M'KIBBIN, R., Wholesale and Retail Butcher: [930, 382, 1081, 391]
- ad-line: Woolbroker and Auctioneer,: [607, 104, 698, 114]
- directory-entry: HUNTER, THOMAS, Crown Hotel, Carnie Hill: [930, 1004, 1090, 1013]
- directory-entry: M'CLUSKY, J., Storekeeper: [930, 479, 1023, 489]
- disease-item: Venereal Affections: [684, 1180, 715, 1198]
- directory-entry: FERGUSON, ROBERT, Camp Hotel, Frenchman's Hill: [930, 1025, 1098, 1045]
- disease-item: Gravel: [566, 1163, 586, 1172]
- directory-entry: M'FARLANE, J., Commercial Hotel: [930, 917, 1051, 926]
- disease-item: Retention of Urine: [566, 1146, 620, 1155]
- directory-entry: WALLS, J., Ironmonger, Princes-street: [930, 1662, 1058, 1672]
- directory-entry: DOCHERTY, JAMES, Tuapeka Hotel: [930, 170, 1056, 179]
- directory-entry: FRASER, HUGH, Blacksmith and Farrier: [930, 582, 1069, 592]
- column-1: [10, 34, 190, 1432]
- ad-text: SWITZERS. ROBERT FERGUSON — Proprietor. Every accommodation for Travellers.: [752, 651, 917, 671]
- letter-paragraph: The electoral meetings, and afterwards the elections, have been in progress in France, and are now completed. The Republicans have gained; but the Legitimists, the Orleanists, and the Clergy, have everywhere failed. The Orleanist party is said to be extinguished, and Republic may now be looked upon as opposed to Empire, but the Government has an overwhelming majority, and is said to be satisfied with the result. In Paris the Republican candidates have been most successful; not a single official candidate having been returned. Great disturbances have taken place in Paris since the result has been declared; but it is expected that quiet will soon be restored. At various other towns there have been disturbances, which have, however, soon been quelled.: [381, 397, 555, 553]
- switzers-advert: [750, 552, 919, 622]
- ad-line: STOCK, STATION,: [608, 68, 697, 79]
- directory-town: EVANS' FLAT.: [983, 546, 1046, 557]
- ad-name: ISAAC CHARLESWORTH,: [772, 249, 897, 259]
- directory-entry: MIDDLEMISS and ANDREWS, Lawrence Veterinary and Shoeing Forge: [930, 288, 1074, 307]
- eley-advert: [750, 884, 919, 1268]
- column-2: [190, 34, 375, 1432]
- disease-item: Pits: [566, 1103, 577, 1112]
- directory-entry: AYLING, R., Coal Creek Hotel: [930, 705, 1034, 715]
- eley-title: ELEY'S AMMUNITION.: [754, 886, 915, 901]
- directory-town: TAPANUI.: [992, 748, 1037, 759]
- directory-entry: WHEELER, R. T., Advertising Agent, Stafford-street: [930, 1641, 1087, 1661]
- ad-foot: SWITZERS.: [813, 285, 856, 295]
- pills-text: Very bad symptoms, which if not corrected, may tend to some serious disorders of the heart, or other vital organs. Eat moderately of solids, take six Pills nightly for some little time; take plenty of fresh air with moderate exercise, and the human machinery will be quickly restored to health and vigor. Try this for three days only, and the result will be marvellous.: [566, 861, 739, 939]
- column-3: [375, 34, 560, 1432]
- newspaper-title: THE TUAPEKA TIMES: [430, 8, 684, 24]
- divider: [596, 1269, 709, 1270]
- directory-entry: BUSCH, F. E. and C., Brewers, Princes-st.: [930, 1342, 1070, 1351]
- directory-entry: NICHOLSON, C., Camp Hotel: [930, 682, 1033, 692]
- directory-entry: YOUNG, W. C., Auctioneer & Salesman, Young's Buildings: [930, 1123, 1094, 1142]
- pills-subhead: Puffy—Shortness of Breath with Weakness.: [588, 849, 717, 859]
- ad-line: GENERAL COMMISSION AGENT,: [572, 92, 733, 102]
- ad-text: Welshman's Gully, Switzers.: [788, 793, 881, 802]
- fenian-title: THE FENIAN PRESS AND THE O'SULLIVAN PROSECUTION.: [572, 1273, 733, 1295]
- switzers-advert: [750, 453, 919, 552]
- switzers-advert: [750, 704, 919, 764]
- pills-footnote: N.B.—Directions for the guidance of patients in every disorder are affixed to each box.: [566, 1245, 739, 1265]
- column-5: [744, 34, 924, 1432]
- disease-item: Consumption: [625, 1077, 664, 1086]
- ad-name: ALEX. MATHESON,: [787, 768, 882, 779]
- directory-entry: SMITH, JAMES, Miners' Butchery: [930, 501, 1047, 511]
- ad-foot: SWITZERS.: [813, 333, 856, 343]
- ad-sub: (Late Smith's),: [810, 79, 859, 89]
- letter-paragraph: The list of accidents is unfortunately great this mail. On the 17th May, intelligence was received of the loss of the Blue Jacket, Captain White, from New Zealand to London. She was burnt on the 9th March in lat. 50, S.; long. 47, W. The passengers were saved, but thirty-nine of the crew are missing. She had in gold £63,290. The Omar Pasha, from Brisbane to London, has also been burnt at sea, the passengers and crew all being saved. Fourteen ships bound to this country across the Atlantic have not been heard of since their departure, and the underwriters in most cases consider their loss as certain. On the evening of the 17th May, two of the Dublin and Glasgow Steampacket Co.'s vessel's, the Marquis of Abercorn and the Lord Gough, came into collision not far from Belfast. The Marquis of Abercorn was so much injured by the collision as to commence sinking at once. Fortunately the vessel was built in watertight compartments, and therefore there was sufficient time to get all the passengers safely on board the Lord Gough. On the afternoon of the same day a railway accident occurred on the North Staffordshire Railway, at the Stoke station, a London and North-Western express train passing through the station while a local train, fortunately empty, was being shunted, one of the carriages of which got off the line. Every carriage of the local train was injured in some manner, and most of the passengers in the express received some injury, but there were no cases so serious as to cause the detention of any one at Stoke. Two colliery accidents have occurred, one at a coal mine in Monmouthshire, by which seven persons lost their lives. This accident occurred at night, but had it taken place in the day time the loss of life must have been very great. The second one occurred yesterday at the Ferndale Colliery, near Cardiff, in South Wales. Here at least seventy persons are killed, but the actual number is not yet known. This is the same pit where the explosion of November 1867 took place, when nearly 200 lives were lost. On the 28th May, a passenger train coming from Manchester to Blackburn ran into a goods train, which was standing on the same line of rails at Salford Station. The shock was so severe that six of the passengers had to leave the train and go home in cabs. At Bingley, in Yorkshire, a boiler explosion, attended with serious loss of life, has occurred. Fifteen persons have been killed and several seriously injured.: [196, 800, 370, 1288]
- letter-title: OUR HOME LETTER.: [34, 35, 166, 49]
- young-advert: [566, 52, 739, 147]
- letter-paragraph: The Cortes of Spain have passed the whole draught of the constitution by 214 votes against 55. A regency is in contemplation, as there is, at present, no prospect of a King. From the tone of the debate, there seems some probability—at least in the minds of the supporters of the ex-Royal family, that the eldest son of the Queen—the Prince of Asturias, stands a good chance for the vacant throne. He is only ten years old, and, therefore, could not be entrusted with the powers of Government, for at least eight years. The Captain-General of Cuba, General Dulce, has been forced to resign in consequence of the virtual demands made by the Spanish volunteers, who have recently arrived out from the mother country. He is now on his way home, and the volunteers have placed themselves under the direction of General Espinar, who is now exercising the chief command in the island, pending the arrival of the new Commander-in-Chief, General Caballero de Rodas. It is stated that thirteen expeditions have sailed from American ports in aid of the insurrection; the total strength of these amounting to 5,000 men with six batteries of artillery. We learn, by way of Washington, that the Government of Peru has recognized the insurrectionists as belligerents.: [381, 554, 555, 808]
- ad-foot: Every Accommodation for Travellers.: [773, 413, 896, 422]
- disease-item: Inflammation: [566, 1128, 606, 1137]
- directory-entry: HALDER, ROBERT and CO., Melbourne and Dunedin: [930, 1186, 1083, 1206]
